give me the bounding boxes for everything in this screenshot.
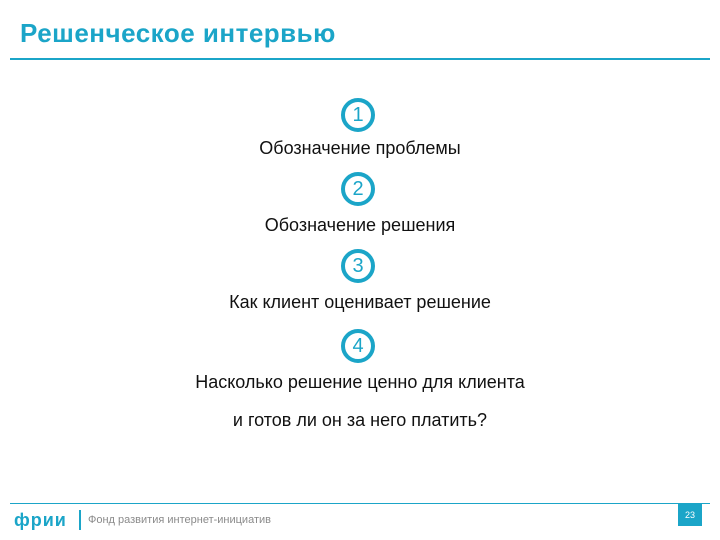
title-divider (10, 58, 710, 60)
step-2-text: Обозначение решения (264, 215, 456, 235)
organization-name: Фонд развития интернет-инициатив (88, 514, 271, 526)
frii-logo: фрии (14, 510, 67, 530)
step-1-text: Обозначение проблемы (259, 138, 461, 158)
step-3-badge: 3 (341, 249, 375, 283)
slide-title: Решенческое интервью (20, 18, 336, 48)
page-number-badge: 23 (678, 504, 702, 526)
footer-divider (10, 503, 710, 504)
step-2-badge: 2 (341, 172, 375, 206)
step-4-badge: 4 (341, 329, 375, 363)
step-3-text: Как клиент оценивает решение (229, 292, 491, 312)
step-4-text-line2: и готов ли он за него платить? (232, 410, 488, 430)
step-4-text: Насколько решение ценно для клиента (195, 372, 525, 392)
logo-separator (79, 510, 81, 530)
step-1-badge: 1 (341, 98, 375, 132)
